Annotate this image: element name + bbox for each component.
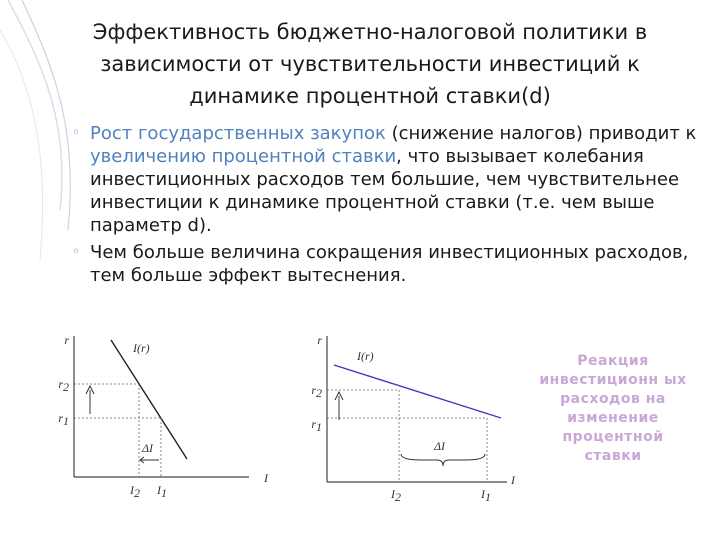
bullet-list [72,122,720,291]
side-note: Реакция инвестиционн ых расходов на изменение процентной ставки [539,353,687,464]
bullet-2-text: Чем больше величина сокращения инвестиционных расходов, тем больше эффект вытеснения. [90,242,689,286]
left-delta-label: ΔI [142,441,154,455]
left-curve-label: I(r) [133,341,150,355]
left-graph [58,333,269,500]
left-r2-label: r2 [58,377,69,394]
bullet-1-text-1: (снижение налогов) приводит к [385,123,697,144]
left-i2-label: I2 [130,483,140,500]
left-i1-label: I1 [157,483,167,500]
title-line-1: Эффективность бюджетно-налоговой политики в [92,20,648,44]
right-axis-y-label: r [317,333,322,347]
investment-graphs [29,322,531,508]
left-r1-label: r1 [58,411,69,428]
title-line-2: зависимости от чувствительности инвестиций к [100,52,640,76]
bullet-item-2 [72,241,720,287]
bullet-1-highlight-1: Рост государственных закупок [90,123,386,144]
bullet-1-text-2: , что вызывает колебания инвестиционных расходов тем большие, чем чувствительнее инвестиции к динамике процентной ставки (т.е. чем выше параметр d). [90,146,680,236]
right-delta-brace [401,454,485,466]
title-line-3: динамике процентной ставки(d) [189,84,551,108]
bullet-1-highlight-2: увеличению процентной ставки [90,146,397,167]
right-curve-label: I(r) [357,349,374,363]
investment-graphs-panel [28,321,532,509]
right-axis-x-label: I [511,473,515,487]
right-i2-label: I2 [391,487,401,504]
right-i1-label: I1 [481,487,491,504]
right-r1-label: r1 [311,417,322,434]
bullet-marker: ◦ [72,125,81,141]
bullet-item-1 [72,122,720,237]
right-graph [311,333,516,504]
slide-title [70,16,670,112]
left-axis-x-label: I [264,471,268,485]
right-investment-curve [334,365,501,418]
bullet-marker: ◦ [72,244,81,260]
right-r2-label: r2 [311,383,322,400]
right-delta-label: ΔI [434,439,446,453]
left-axis-y-label: r [64,333,69,347]
